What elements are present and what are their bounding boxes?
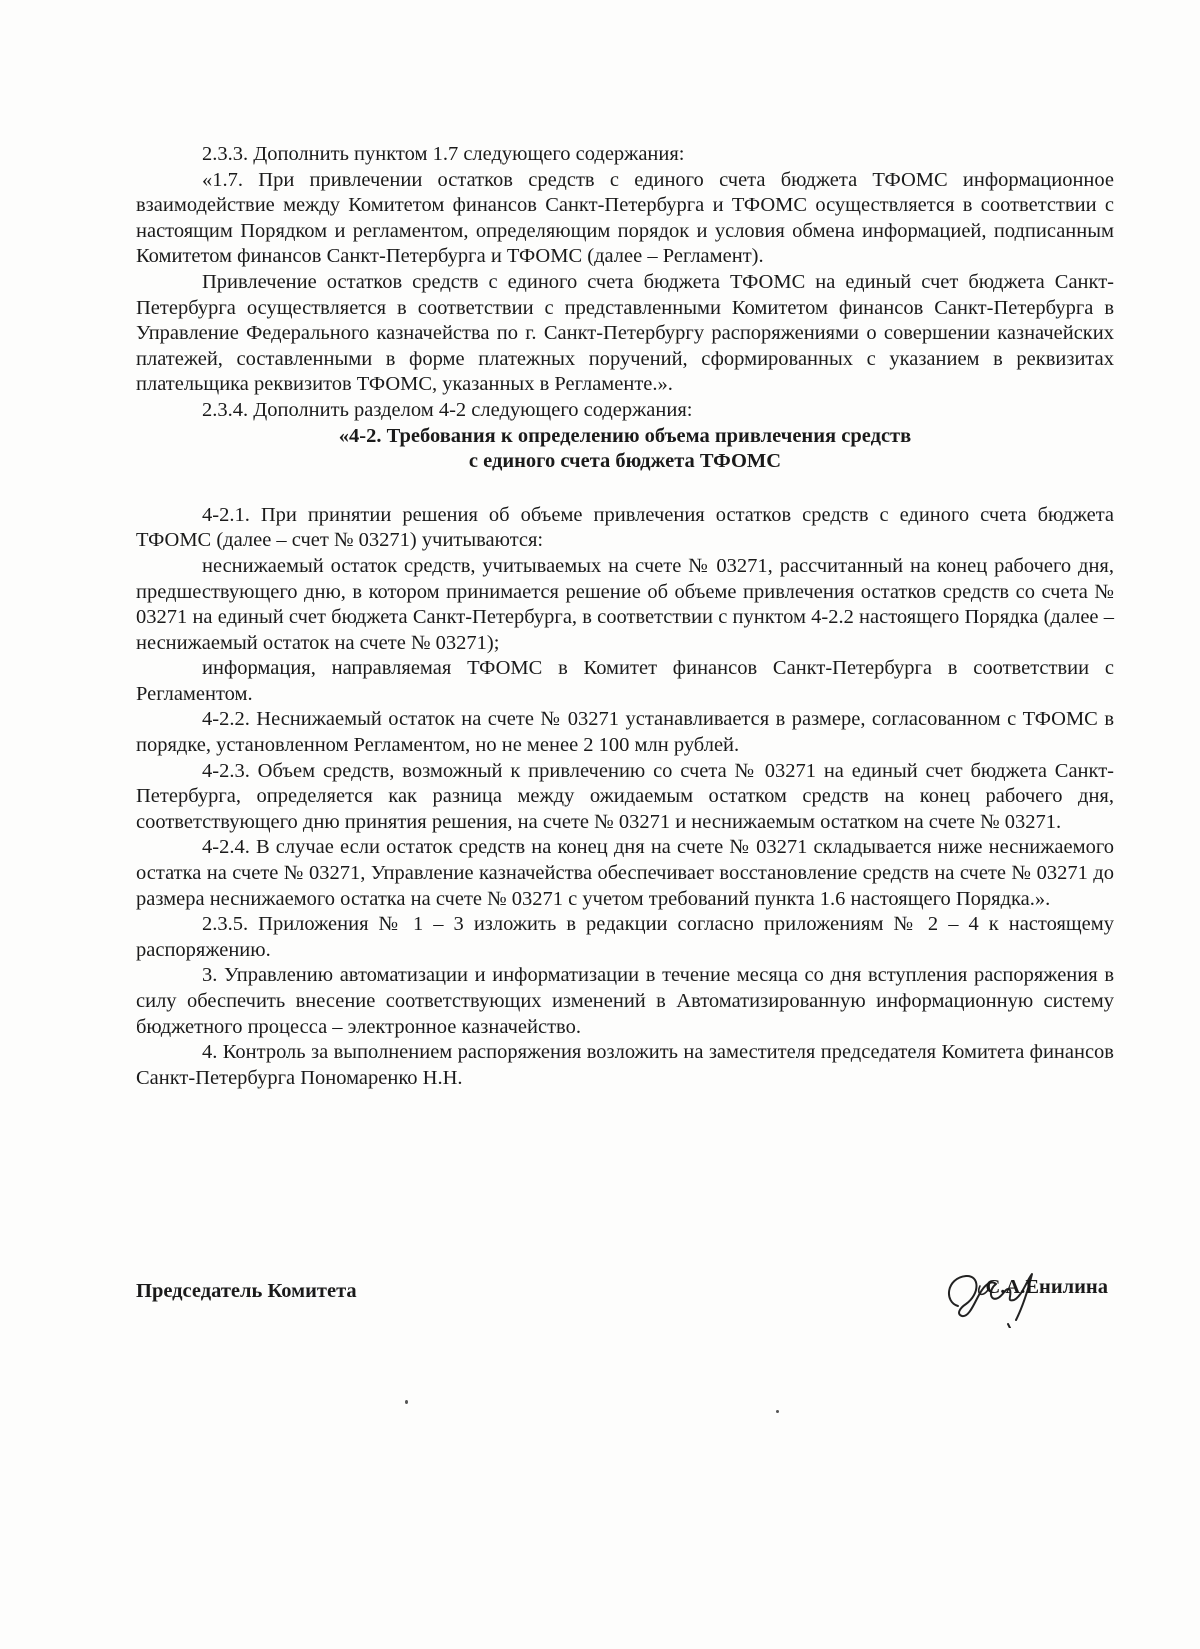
paragraph-2-3-3: 2.3.3. Дополнить пунктом 1.7 следующего содержания: bbox=[202, 143, 685, 165]
signatory-title: Председатель Комитета bbox=[136, 1280, 357, 1302]
scan-speck bbox=[776, 1410, 779, 1413]
spacer bbox=[136, 475, 1114, 503]
paragraph-2-3-5: 2.3.5. Приложения № 1 – 3 изложить в редакции согласно приложениям № 2 – 4 к настоящему распоряжению. bbox=[136, 913, 1114, 961]
paragraph-attraction: Привлечение остатков средств с единого счета бюджета ТФОМС на единый счет бюджета Санкт-Петербурга осуществляется в соответствии с представленными Комитетом финансов Санкт-Петербурга в Управление Федерального казначейства по г. Санкт-Петербургу распоряжениями о совершении казначейских платежей, составленными в форме платежных поручений, сформированных с указанием в реквизитах плательщика реквизитов ТФОМС, указанных в Регламенте.». bbox=[136, 270, 1114, 396]
paragraph-4-2-1: 4-2.1. При принятии решения об объеме привлечения остатков средств с единого счета бюджета ТФОМС (далее – счет № 03271) учитываются: bbox=[136, 503, 1114, 552]
paragraph-4-2-4: 4-2.4. В случае если остаток средств на конец дня на счете № 03271 складывается ниже неснижаемого остатка на счете № 03271, Управление казначейства обеспечивает восстановление средств на счете № 03271 до размера неснижаемого остатка на счете № 03271 с учетом требований пункта 1.6 настоящего Порядка.». bbox=[136, 836, 1114, 910]
paragraph-4-2-2: 4-2.2. Неснижаемый остаток на счете № 03271 устанавливается в размере, согласованном с ТФОМС в порядке, установленном Регламентом, но не менее 2 100 млн рублей. bbox=[136, 708, 1114, 757]
section-heading-line-1: «4-2. Требования к определению объема привлечения средств bbox=[338, 424, 912, 447]
scan-speck bbox=[405, 1400, 408, 1404]
paragraph-1-7: «1.7. При привлечении остатков средств с единого счета бюджета ТФОМС информационное взаимодействие между Комитетом финансов Санкт-Петербурга и ТФОМС осуществляется в соответствии с настоящим Порядком и регламентом, определяющим порядок и условия обмена информацией, подписанным Комитетом финансов Санкт-Петербурга и ТФОМС (далее – Регламент). bbox=[136, 168, 1114, 268]
document-body bbox=[136, 142, 1114, 1091]
paragraph-4-2-3: 4-2.3. Объем средств, возможный к привлечению со счета № 03271 на единый счет бюджета Санкт-Петербурга, определяется как разница между ожидаемым остатком средств на конец рабочего дня, соответствующего дню принятия решения, на счете № 03271 и неснижаемым остатком на счете № 03271. bbox=[136, 759, 1114, 833]
signatory-name: С.А.Енилина bbox=[985, 1276, 1108, 1298]
section-heading-4-2 bbox=[136, 424, 1114, 475]
section-heading-line-2: с единого счета бюджета ТФОМС bbox=[468, 450, 782, 473]
paragraph-2-3-4: 2.3.4. Дополнить разделом 4-2 следующего содержания: bbox=[202, 398, 693, 421]
paragraph-unreducible-balance: неснижаемый остаток средств, учитываемых на счете № 03271, рассчитанный на конец рабочего дня, предшествующего дню, в котором принимается решение об объеме привлечения остатков средств со счета № 03271 на единый счет бюджета Санкт-Петербурга, в соответствии с пунктом 4-2.2 настоящего Порядка (далее – неснижаемый остаток на счете № 03271); bbox=[136, 554, 1114, 654]
signature-block bbox=[136, 1268, 1114, 1328]
paragraph-3: 3. Управлению автоматизации и информатизации в течение месяца со дня вступления распоряжения в силу обеспечить внесение соответствующих изменений в Автоматизированную информационную систему бюджетного процесса – электронное казначейство. bbox=[136, 964, 1114, 1038]
paragraph-information: информация, направляемая ТФОМС в Комитет финансов Санкт-Петербурга в соответствии с Регламентом. bbox=[136, 657, 1114, 705]
paragraph-4: 4. Контроль за выполнением распоряжения возложить на заместителя председателя Комитета финансов Санкт-Петербурга Пономаренко Н.Н. bbox=[136, 1041, 1114, 1089]
